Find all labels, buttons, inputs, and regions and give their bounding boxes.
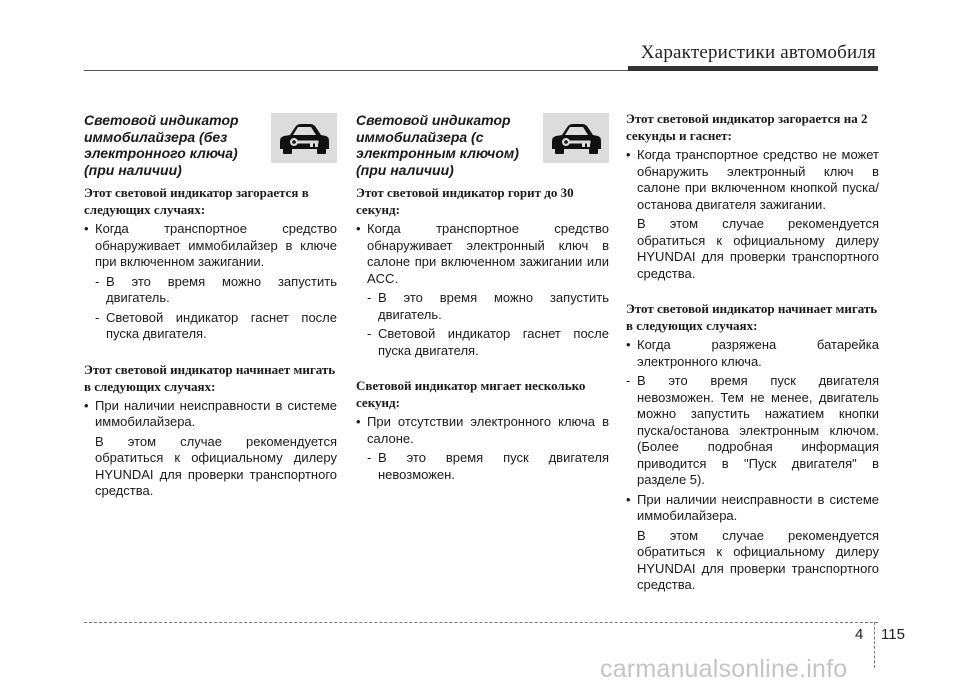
list-item: • Когда транспортное средство не может обнаружить электронный ключ в салоне при включенном кнопкой пуска/останова двигателя зажигании. xyxy=(626,147,879,212)
indicator-title: Световой индикатор иммобилайзера (с электронным ключом) (при наличии) xyxy=(356,112,519,178)
section-heading: Этот световой индикатор начинает мигать в следующих случаях: xyxy=(626,301,878,333)
paragraph: В этом случае рекомендуется обратиться к официальному дилеру HYUNDAI для проверки транспортного средства. xyxy=(95,433,337,498)
list-item: • Когда транспортное средство обнаруживает электронный ключ в салоне при включенном зажигании или ACC. xyxy=(356,221,609,286)
list-item: - В это время можно запустить двигатель. xyxy=(367,290,609,322)
footer-rule xyxy=(84,622,878,623)
section-heading: Световой индикатор мигает несколько секунд: xyxy=(356,378,586,410)
column-immobilizer-with-smart-key xyxy=(356,112,609,483)
chapter-number: 4 xyxy=(855,626,864,643)
immobilizer-car-key-icon xyxy=(271,113,337,163)
column-continued xyxy=(626,110,879,594)
paragraph: В этом случае рекомендуется обратиться к официальному дилеру HYUNDAI для проверки транспортного средства. xyxy=(637,216,879,281)
immobilizer-car-key-icon xyxy=(543,113,609,163)
list-item: - В это время пуск двигателя невозможен. Тем не менее, двигатель можно запустить нажатием кнопки пуска/останова электронным ключом. (Более подробная информация приводится в "Пуск двигателя" в разделе 5). xyxy=(626,373,879,487)
list-item: • Когда транспортное средство обнаруживает иммобилайзер в ключе при включенном зажигании. xyxy=(84,221,337,269)
column-immobilizer-without-smart-key xyxy=(84,112,337,500)
list-item: • При наличии неисправности в системе иммобилайзера. xyxy=(84,397,337,429)
header-title: Характеристики автомобиля xyxy=(640,42,876,63)
page-number: 115 xyxy=(881,626,905,643)
list-item: • При наличии неисправности в системе иммобилайзера. xyxy=(626,491,879,523)
list-item: - В это время можно запустить двигатель. xyxy=(95,273,337,305)
section-heading: Этот световой индикатор загорается в следующих случаях: xyxy=(84,185,309,217)
indicator-title: Световой индикатор иммобилайзера (без электронного ключа) (при наличии) xyxy=(84,112,239,178)
paragraph: В этом случае рекомендуется обратиться к официальному дилеру HYUNDAI для проверки транспортного средства. xyxy=(637,527,879,592)
list-item: • При отсутствии электронного ключа в салоне. xyxy=(356,414,609,446)
list-item: - Световой индикатор гаснет после пуска двигателя. xyxy=(367,326,609,358)
footer-divider xyxy=(874,622,875,668)
header-accent-bar xyxy=(628,66,878,71)
list-item: - В это время пуск двигателя невозможен. xyxy=(367,450,609,482)
section-heading: Этот световой индикатор горит до 30 секунд: xyxy=(356,185,574,217)
indicator-header xyxy=(356,112,609,178)
indicator-header xyxy=(84,112,337,178)
list-item: • Когда разряжена батарейка электронного ключа. xyxy=(626,337,879,369)
list-item: - Световой индикатор гаснет после пуска двигателя. xyxy=(95,309,337,341)
section-heading: Этот световой индикатор начинает мигать в следующих случаях: xyxy=(84,361,336,394)
section-heading: Этот световой индикатор загорается на 2 секунды и гаснет: xyxy=(626,111,868,143)
watermark: carmanualsonline.info xyxy=(600,655,848,683)
